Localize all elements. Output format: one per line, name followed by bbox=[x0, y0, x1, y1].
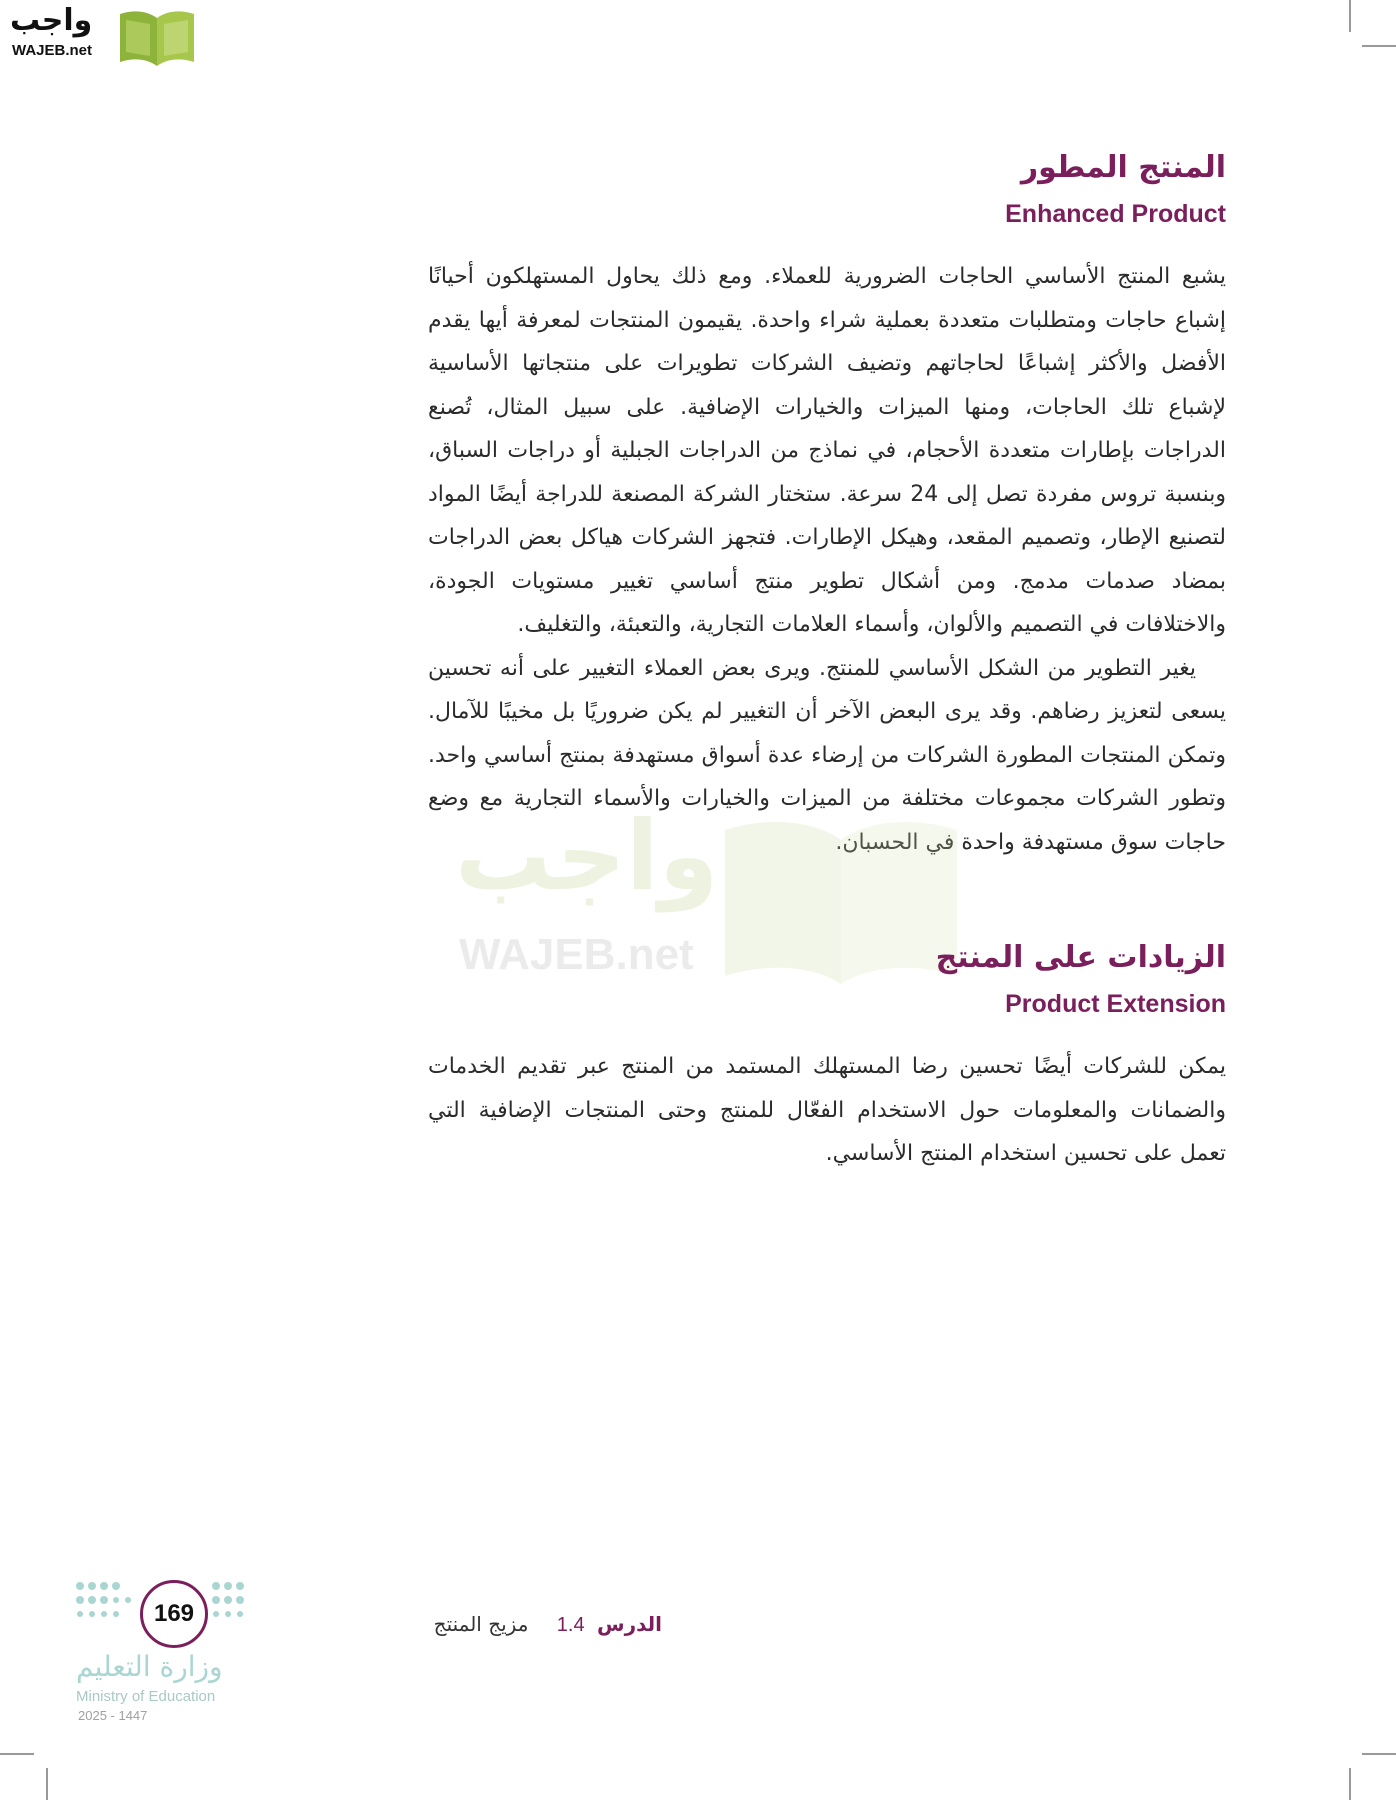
ministry-year: 2025 - 1447 bbox=[78, 1708, 148, 1723]
section-heading-arabic: الزيادات على المنتج bbox=[935, 940, 1226, 975]
section-heading-english: Enhanced Product bbox=[1005, 200, 1226, 228]
crop-mark bbox=[1362, 1753, 1396, 1755]
lesson-title: مزيج المنتج bbox=[433, 1612, 529, 1636]
crop-mark bbox=[1349, 0, 1351, 32]
section-body bbox=[428, 1045, 1226, 1176]
page-number: 169 bbox=[140, 1580, 208, 1648]
crop-mark bbox=[1349, 1768, 1351, 1800]
watermark-arabic-text: واجب bbox=[455, 800, 719, 912]
paragraph: يشبع المنتج الأساسي الحاجات الضرورية للعملاء. ومع ذلك يحاول المستهلكون أحيانًا إشباع حاجات ومتطلبات متعددة بعملية شراء واحدة. يقيمون المنتجات لمعرفة أيها يقدم الأفضل والأكثر إشباعًا لحاجاتهم وتضيف الشركات تطويرات على منتجاتها الأساسية لإشباع تلك الحاجات، ومنها الميزات والخيارات الإضافية. على سبيل المثال، تُصنع الدراجات بإطارات متعددة الأحجام، في نماذج من الدراجات الجبلية أو دراجات السباق، وبنسبة تروس مفردة تصل إلى 24 سرعة. ستختار الشركة المصنعة للدراجة أيضًا المواد لتصنيع الإطار، وتصميم المقعد، وهيكل الإطارات. فتجهز الشركات هياكل بعض الدراجات بمضاد صدمات مدمج. ومن أشكال تطوير منتج أساسي تغيير مستويات الجودة، والاختلافات في التصميم والألوان، وأسماء العلامات التجارية، والتعبئة، والتغليف. bbox=[428, 264, 1226, 637]
ministry-english-name: Ministry of Education bbox=[76, 1688, 216, 1705]
watermark-latin-text: WAJEB.net bbox=[459, 930, 694, 979]
crop-mark bbox=[1362, 45, 1396, 47]
lesson-number: 1.4 bbox=[556, 1614, 585, 1636]
crop-mark bbox=[0, 1753, 34, 1755]
footer-lesson-info bbox=[434, 1612, 662, 1637]
logo-arabic-text: واجب bbox=[10, 3, 93, 38]
paragraph: يغير التطوير من الشكل الأساسي للمنتج. ويرى بعض العملاء التغيير على أنه تحسين يسعى لتعزيز رضاهم. وقد يرى البعض الآخر أن التغيير لم يكن ضروريًا بل مخيبًا للآمال. وتمكن المنتجات المطورة الشركات من إرضاء عدة أسواق مستهدفة بمنتج أساسي واحد. وتطور الشركات مجموعات مختلفة من الميزات والخيارات والأسماء التجارية مع وضع حاجات سوق مستهدفة واحدة في الحسبان. bbox=[428, 655, 1226, 855]
wajeb-logo[interactable] bbox=[10, 4, 192, 66]
ministry-arabic-name: وزارة التعليم bbox=[76, 1650, 223, 1683]
section-body bbox=[428, 255, 1226, 864]
section-heading-english: Product Extension bbox=[1005, 990, 1226, 1018]
logo-latin-text: WAJEB.net bbox=[12, 42, 93, 59]
paragraph: يمكن للشركات أيضًا تحسين رضا المستهلك المستمد من المنتج عبر تقديم الخدمات والضمانات والمعلومات حول الاستخدام الفعّال للمنتج وحتى المنتجات الإضافية التي تعمل على تحسين استخدام المنتج الأساسي. bbox=[428, 1054, 1226, 1166]
book-icon bbox=[116, 6, 198, 68]
crop-mark bbox=[46, 1768, 48, 1800]
ministry-logo bbox=[74, 1578, 254, 1728]
lesson-label: الدرس bbox=[596, 1612, 662, 1636]
section-heading-arabic: المنتج المطور bbox=[1020, 150, 1226, 185]
